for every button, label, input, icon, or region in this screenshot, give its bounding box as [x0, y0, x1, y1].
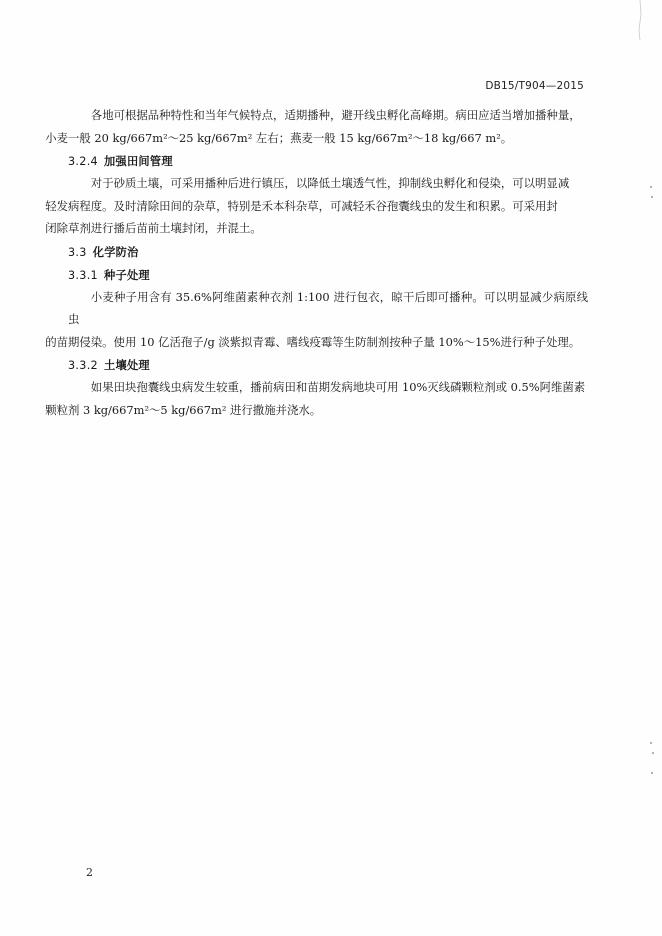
- heading-number: 3.3.2: [68, 359, 98, 372]
- paragraph-line: 闭除草剂进行播后苗前土壤封闭，并混土。: [45, 221, 262, 235]
- heading-3-3-1: [68, 265, 588, 286]
- heading-number: 3.2.4: [68, 155, 98, 168]
- paragraph-line: 如果田块孢囊线虫病发生较重，播前病田和苗期发病地块可用 10%灭线磷颗粒剂或 0.5%阿维菌素: [90, 380, 586, 394]
- heading-title: 种子处理: [103, 268, 150, 282]
- paragraph-soil-treatment: [45, 376, 588, 421]
- heading-title: 加强田间管理: [103, 155, 173, 168]
- scan-speck: [650, 186, 652, 188]
- paragraph-sowing: [45, 104, 588, 149]
- document-code: DB15/T904—2015: [485, 80, 584, 92]
- heading-title: 土壤处理: [103, 359, 150, 372]
- heading-3-3-2: [68, 355, 588, 376]
- paragraph-line: 小麦种子用含有 35.6%阿维菌素种衣剂 1:100 进行包衣，晾干后即可播种。可以明显减少病原线虫: [68, 289, 588, 326]
- scan-speck: [651, 196, 653, 198]
- paragraph-field-management: [45, 172, 588, 240]
- document-body: [45, 104, 588, 421]
- paragraph-line: 小麦一般 20 kg/667m²～25 kg/667m² 左右；燕麦一般 15 kg/667m²～18 kg/667 m²。: [45, 130, 513, 145]
- paragraph-line: 颗粒剂 3 kg/667m²～5 kg/667m² 进行撒施并浇水。: [45, 402, 322, 417]
- heading-title: 化学防治: [92, 245, 139, 259]
- scan-speck: [652, 752, 654, 754]
- paragraph-line: 对于砂质土壤，可采用播种后进行镇压，以降低土壤透气性，抑制线虫孵化和侵染，可以明显减: [90, 176, 570, 190]
- paragraph-line: 轻发病程度。及时清除田间的杂草，特别是禾本科杂草，可减轻禾谷孢囊线虫的发生和积累。可采用封: [45, 198, 558, 213]
- paragraph-line: 各地可根据品种特性和当年气候特点，适期播种，避开线虫孵化高峰期。病田应适当增加播种量，: [90, 108, 581, 122]
- heading-number: 3.3: [68, 245, 87, 259]
- page-number: 2: [86, 866, 93, 879]
- heading-3-3: [68, 242, 588, 263]
- paragraph-line: 的苗期侵染。使用 10 亿活孢子/g 淡紫拟青霉、嗜线疫霉等生防制剂按种子量 10%～15%进行种子处理。: [45, 334, 581, 349]
- heading-3-2-4: [68, 151, 588, 172]
- scan-speck: [651, 772, 653, 774]
- heading-number: 3.3.1: [68, 268, 98, 282]
- scan-corner-mark: [632, 0, 642, 40]
- scan-speck: [650, 742, 652, 744]
- paragraph-seed-treatment: [45, 286, 588, 354]
